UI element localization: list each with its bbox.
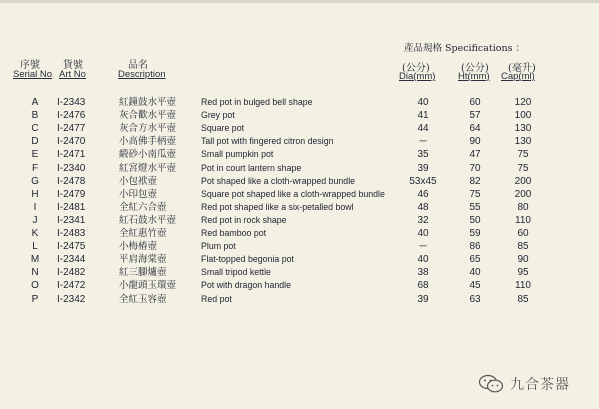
table-row [0, 214, 599, 227]
capacity-value: 130 [514, 136, 532, 148]
product-name-zh: 小高佛手柄壺 [119, 136, 177, 148]
table-row [0, 148, 599, 161]
product-name-zh: 全紅玉容壺 [119, 293, 167, 305]
diameter-value: 68 [417, 280, 429, 292]
watermark-text: 九合茶器 [510, 377, 570, 393]
capacity-value: 85 [517, 293, 529, 305]
height-value: 75 [469, 188, 481, 200]
product-name-zh: 小印包壺 [119, 188, 158, 200]
serial-no: J [32, 214, 38, 226]
diameter-value: ─ [419, 241, 427, 253]
serial-no: H [31, 188, 39, 200]
capacity-value: 60 [517, 228, 529, 239]
art-no: I-2479 [57, 188, 86, 200]
height-value: 64 [469, 123, 481, 135]
height-value: 57 [469, 110, 481, 122]
art-no: I-2342 [57, 293, 86, 305]
diameter-value: 53x45 [409, 175, 437, 187]
art-no: I-2341 [57, 214, 86, 226]
product-description: Square pot [201, 123, 245, 134]
diameter-value: 40 [417, 228, 429, 239]
serial-no: B [31, 110, 39, 122]
diameter-value: 44 [417, 123, 429, 135]
serial-no: N [31, 267, 39, 279]
capacity-value: 100 [514, 110, 532, 122]
product-name-zh: 紅石鼓水平壺 [119, 214, 177, 226]
art-no: I-2477 [57, 123, 86, 135]
height-value: 86 [469, 241, 481, 253]
product-description: Red pot [201, 293, 232, 304]
art-no: I-2483 [57, 228, 86, 239]
height-value: 47 [469, 149, 481, 161]
diameter-value: 35 [417, 149, 429, 161]
serial-no: D [31, 136, 39, 148]
capacity-value: 95 [517, 267, 529, 279]
product-description: Grey pot [201, 110, 235, 121]
serial-header-zh: 序號 [20, 60, 40, 71]
product-description: Pot shaped like a cloth-wrapped bundle [201, 175, 356, 186]
height-value: 82 [469, 175, 481, 187]
capacity-value: 85 [517, 241, 529, 253]
capacity-value: 75 [517, 149, 529, 161]
product-description: Red pot in rock shape [201, 214, 287, 225]
serial-no: O [31, 280, 39, 292]
table-row [0, 162, 599, 175]
serial-no: K [31, 228, 39, 239]
product-description: Red pot in bulged bell shape [201, 97, 313, 107]
art-no: I-2482 [57, 267, 86, 279]
height-value: 40 [469, 267, 481, 279]
height-value: 70 [469, 162, 481, 174]
product-description: Small pumpkin pot [201, 149, 274, 160]
product-description: Square pot shaped like a cloth-wrapped bundle [201, 188, 385, 199]
serial-no: E [31, 149, 39, 161]
serial-no: A [31, 97, 39, 108]
serial-no: P [31, 293, 39, 305]
table-row [0, 253, 599, 266]
product-description: Small tripod kettle [201, 267, 271, 278]
capacity-value: 200 [514, 175, 532, 187]
capacity-value: 80 [517, 201, 529, 213]
ht-header-en: Ht(mm) [458, 71, 490, 82]
product-description: Flat-topped begonia pot [201, 254, 294, 265]
product-name-zh: 紅三腳爐壺 [119, 267, 167, 279]
table-row [0, 135, 599, 148]
product-name-zh: 全紅惠竹壺 [119, 228, 167, 239]
capacity-value: 110 [515, 280, 531, 292]
product-description: Tall pot with fingered citron design [201, 136, 334, 147]
product-description: Red bamboo pot [201, 228, 267, 238]
capacity-value: 120 [514, 97, 532, 108]
product-name-zh: 小梅椿壺 [119, 241, 158, 253]
diameter-value: 39 [417, 162, 429, 174]
ht-header-zh: (公分) [461, 63, 489, 74]
capacity-value: 110 [515, 214, 531, 226]
art-no: I-2343 [57, 97, 86, 108]
page-top-edge [0, 0, 599, 3]
art-no: I-2476 [57, 110, 86, 122]
product-name-zh: 灰合歡水平壺 [119, 110, 177, 122]
serial-no: M [30, 254, 40, 266]
height-value: 59 [469, 228, 481, 239]
height-value: 63 [469, 293, 481, 305]
capacity-value: 75 [517, 162, 529, 174]
diameter-value: 46 [417, 188, 429, 200]
art-header-en: Art No [59, 69, 86, 80]
serial-header-en: Serial No [13, 69, 53, 80]
height-value: 65 [469, 254, 481, 266]
art-no: I-2481 [57, 201, 86, 213]
table-row [0, 279, 599, 292]
art-no: I-2471 [57, 149, 86, 161]
table-row [0, 293, 599, 306]
diameter-value: 48 [417, 201, 429, 213]
product-name-zh: 小包袱壺 [119, 175, 158, 187]
table-row [0, 122, 599, 135]
capacity-value: 200 [514, 188, 532, 200]
capacity-value: 90 [517, 254, 529, 266]
watermark [478, 373, 570, 395]
height-value: 55 [469, 201, 481, 213]
table-row [0, 227, 599, 240]
table-row [0, 175, 599, 188]
product-description: Pot in court lantern shape [201, 162, 302, 173]
serial-no: C [31, 123, 39, 135]
table-row [0, 109, 599, 122]
product-description: Red pot shaped like a six-petalled bowl [201, 201, 354, 212]
art-no: I-2472 [57, 280, 86, 292]
product-name-zh: 紅鐘鼓水平壺 [119, 97, 177, 108]
table-row [0, 96, 599, 109]
wechat-logo-icon [478, 374, 504, 394]
dia-header-zh: (公分) [402, 63, 430, 74]
product-description: Pot with dragon handle [201, 280, 291, 291]
art-no: I-2470 [57, 136, 86, 148]
product-name-zh: 平肩海棠壺 [119, 254, 167, 266]
diameter-value: 41 [417, 110, 429, 122]
diameter-value: 38 [417, 267, 429, 279]
product-name-zh: 緞砂小南瓜壺 [119, 149, 177, 161]
diameter-value: 40 [417, 254, 429, 266]
diameter-value: ─ [419, 136, 427, 148]
height-value: 60 [469, 97, 481, 108]
product-name-zh: 小龍頭玉環壺 [119, 280, 177, 292]
serial-no: F [31, 162, 39, 174]
art-no: I-2340 [57, 162, 86, 174]
cap-header-en: Cap(ml) [501, 71, 535, 82]
dia-header-en: Dia(mm) [399, 71, 436, 82]
height-value: 90 [469, 136, 481, 148]
description-header-en: Description [118, 69, 166, 80]
art-no: I-2475 [57, 241, 86, 253]
diameter-value: 39 [417, 293, 429, 305]
serial-no: L [32, 241, 38, 253]
product-name-zh: 灰合方水平壺 [119, 123, 177, 135]
diameter-value: 40 [417, 97, 429, 108]
table-row [0, 240, 599, 253]
art-no: I-2478 [57, 175, 86, 187]
capacity-value: 130 [514, 123, 532, 135]
table-row [0, 188, 599, 201]
product-name-zh: 紅宮燈水平壺 [119, 162, 177, 174]
serial-no: G [31, 175, 39, 187]
art-header-zh: 貨號 [63, 60, 83, 71]
table-row [0, 201, 599, 214]
serial-no: I [33, 201, 37, 213]
name-header-zh: 品名 [128, 60, 148, 71]
product-description: Plum pot [201, 241, 236, 252]
height-value: 45 [469, 280, 481, 292]
height-value: 50 [469, 214, 481, 226]
table-row [0, 266, 599, 279]
product-name-zh: 全紅六合壺 [119, 201, 167, 213]
diameter-value: 32 [417, 214, 429, 226]
cap-header-zh: (毫升) [508, 63, 536, 74]
specifications-heading: 產品規格 Specifications ： [404, 43, 525, 54]
art-no: I-2344 [57, 254, 86, 266]
